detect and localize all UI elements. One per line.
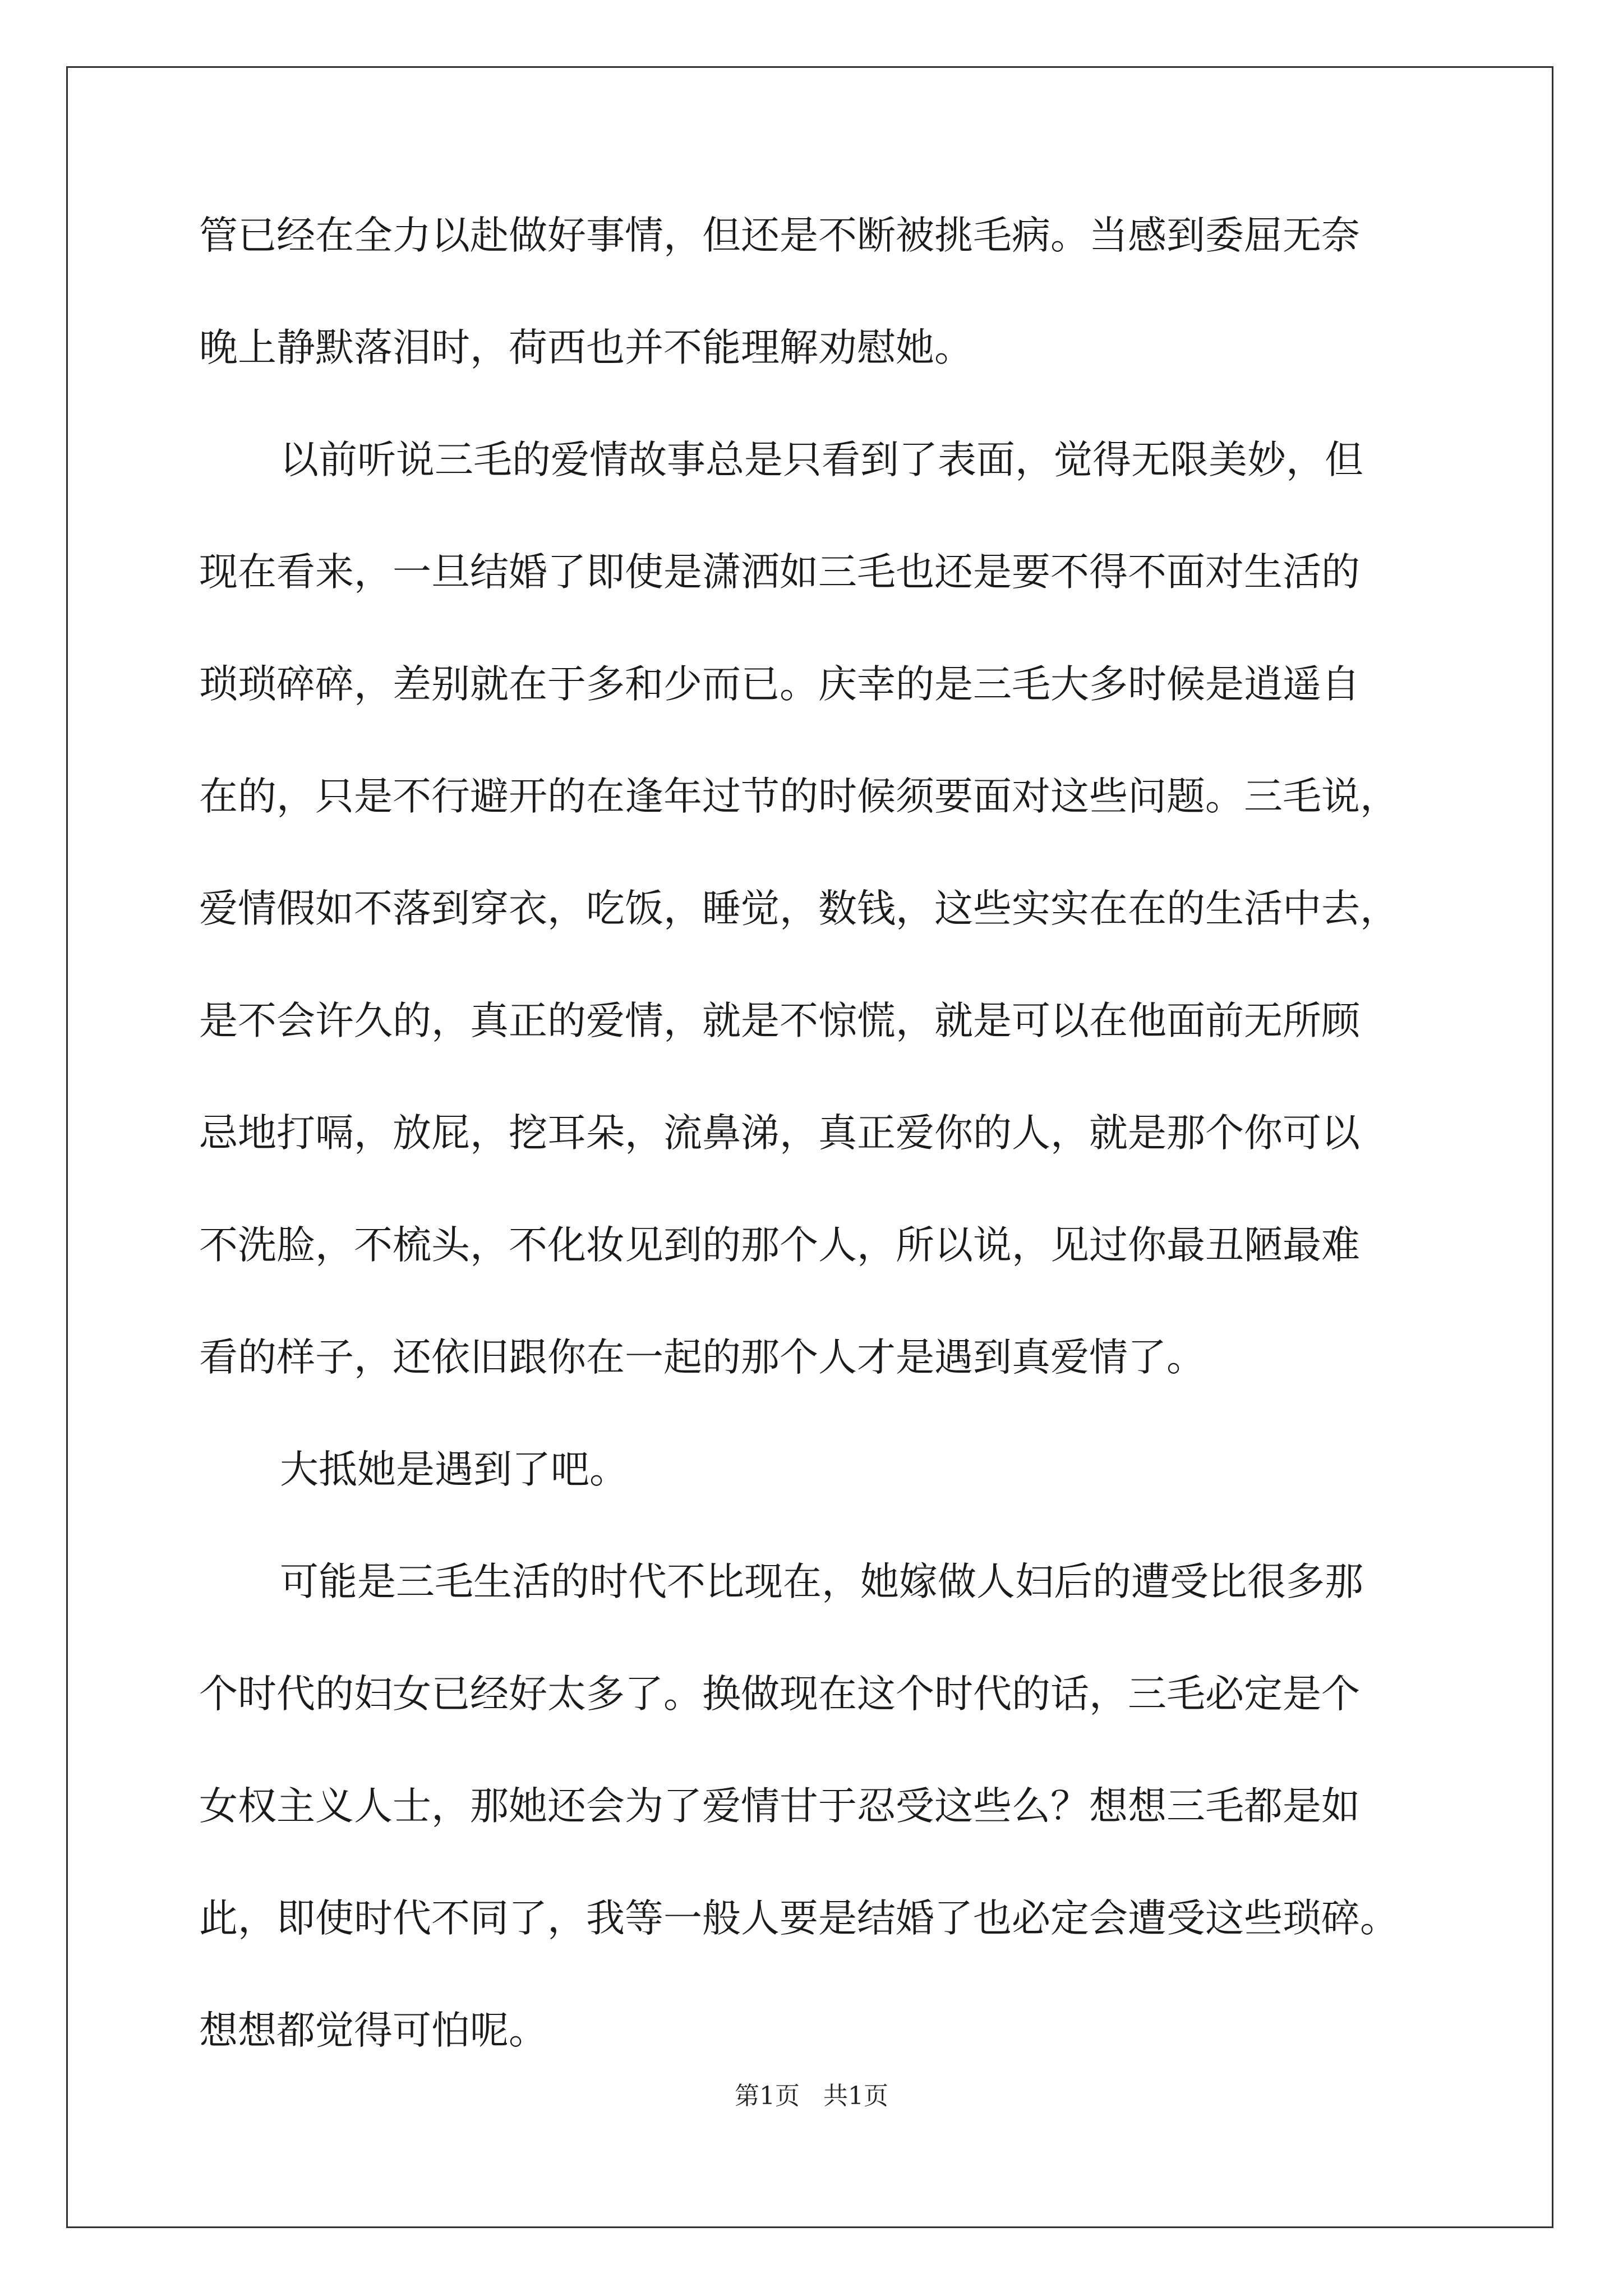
text-line: 琐琐碎碎，差别就在于多和少而已。庆幸的是三毛大多时候是逍遥自 [199,662,1360,707]
text-line: 个时代的妇女已经好太多了。换做现在这个时代的话，三毛必定是个 [199,1672,1360,1717]
text-line: 此，即使时代不同了，我等一般人要是结婚了也必定会遭受这些琐碎。 [199,1896,1399,1941]
text-line: 可能是三毛生活的时代不比现在，她嫁做人妇后的遭受比很多那 [280,1559,1363,1604]
page-number: 第1页 [735,2082,800,2110]
text-line: 晚上静默落泪时，荷西也并不能理解劝慰她。 [199,325,973,370]
page-total: 共1页 [823,2082,888,2110]
text-line: 以前听说三毛的爱情故事总是只看到了表面，觉得无限美妙，但 [280,438,1363,482]
text-line: 看的样子，还依旧跟你在一起的那个人才是遇到真爱情了。 [199,1335,1205,1380]
page-footer [0,2076,1623,2111]
text-line: 想想都觉得可怕呢。 [199,2008,547,2053]
text-line: 爱情假如不落到穿衣，吃饭，睡觉，数钱，这些实实在在的生活中去， [199,886,1399,931]
text-line: 女权主义人士，那她还会为了爱情甘于忍受这些么？想想三毛都是如 [199,1784,1360,1829]
text-line: 不洗脸，不梳头，不化妆见到的那个人，所以说，见过你最丑陋最难 [199,1223,1360,1268]
document-body [199,208,1427,2115]
text-line: 管已经在全力以赴做好事情，但还是不断被挑毛病。当感到委屈无奈 [199,213,1360,258]
text-line: 现在看来，一旦结婚了即使是潇洒如三毛也还是要不得不面对生活的 [199,550,1360,595]
text-line: 是不会许久的，真正的爱情，就是不惊慌，就是可以在他面前无所顾 [199,999,1360,1043]
text-line: 大抵她是遇到了吧。 [280,1447,628,1492]
text-line: 忌地打嗝，放屁，挖耳朵，流鼻涕，真正爱你的人，就是那个你可以 [199,1111,1360,1156]
text-line: 在的，只是不行避开的在逢年过节的时候须要面对这些问题。三毛说， [199,774,1399,819]
